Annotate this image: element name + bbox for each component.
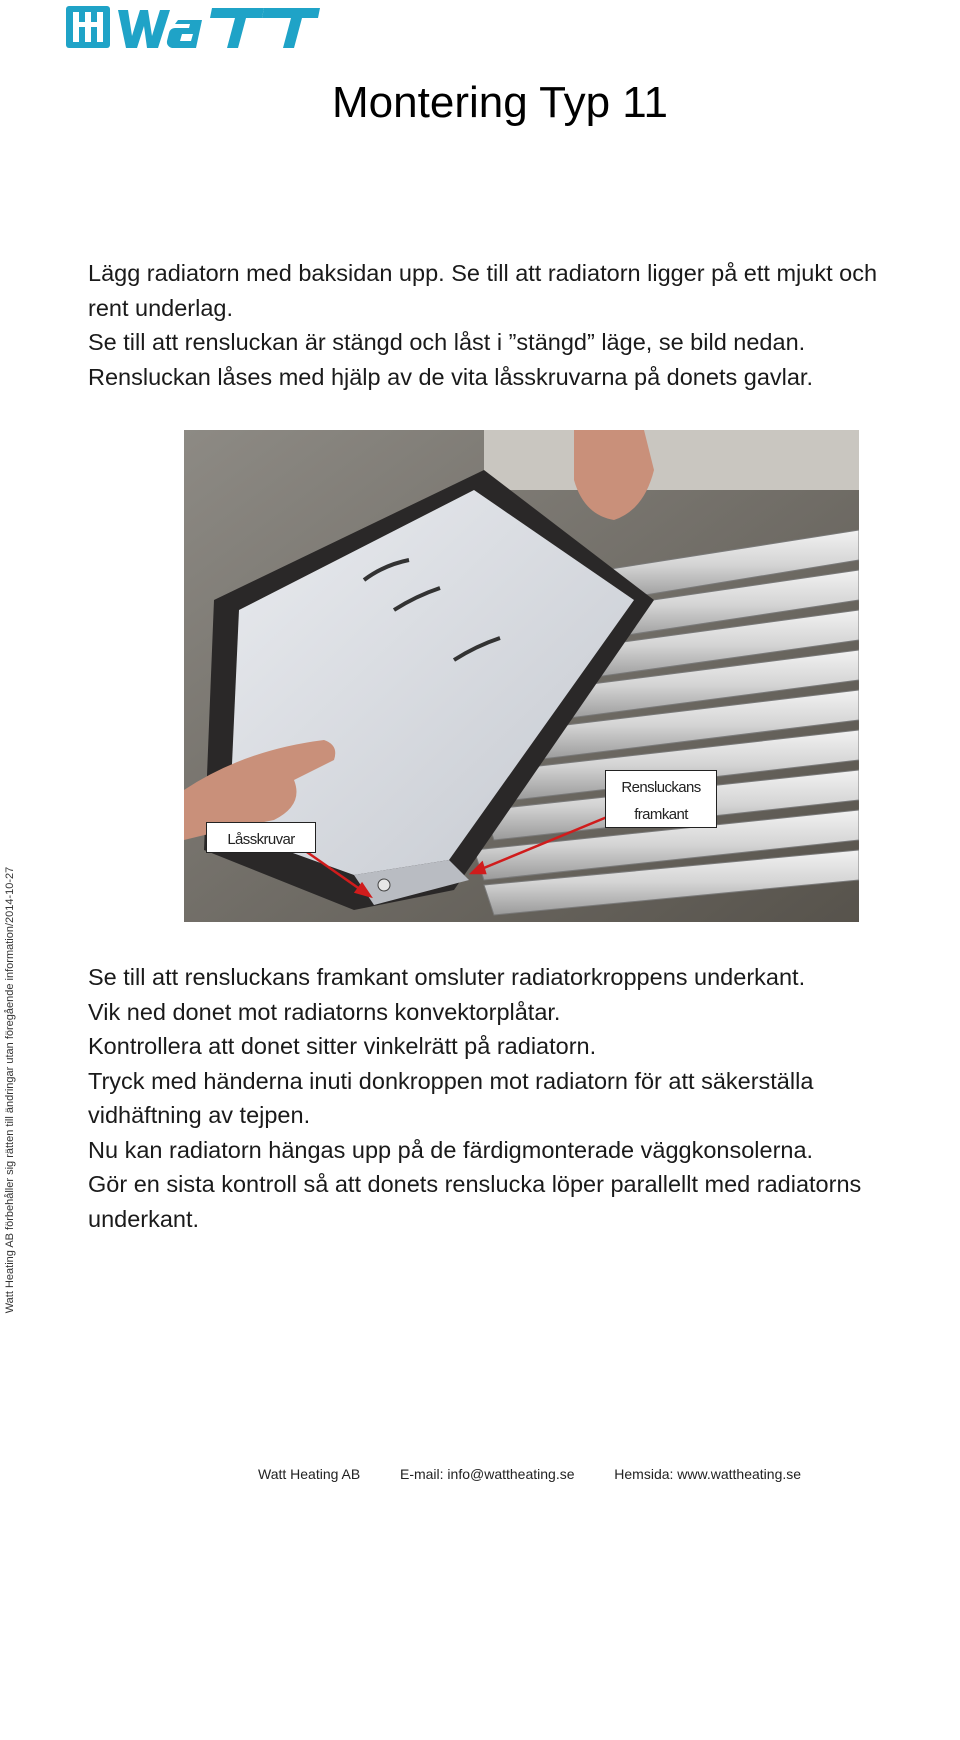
intro-line: Rensluckan låses med hjälp av de vita låsskruvarna på donets gavlar. bbox=[88, 363, 813, 390]
disclaimer-sidebar: Watt Heating AB förbehåller sig rätten till ändringar utan föregående information/2014-10-27 bbox=[4, 866, 16, 1314]
front-edge-label-line1: Rensluckans bbox=[621, 779, 701, 796]
footer-email: E-mail: info@wattheating.se bbox=[399, 1466, 575, 1482]
step-line: Kontrollera att donet sitter vinkelrätt på radiatorn. bbox=[88, 1033, 597, 1059]
step-line: Vik ned donet mot radiatorns konvektorplåtar. bbox=[88, 998, 561, 1025]
watt-logo bbox=[66, 2, 326, 52]
step-line: Tryck med händerna inuti donkroppen mot radiatorn för att säkerställa bbox=[88, 1067, 814, 1094]
page-footer bbox=[258, 1466, 801, 1482]
lock-screws-label: Låsskruvar bbox=[206, 822, 316, 853]
step-line: Nu kan radiatorn hängas upp på de färdigmonterade väggkonsolerna. bbox=[88, 1136, 814, 1163]
step-line: Gör en sista kontroll så att donets renslucka löper parallellt med radiatorns bbox=[88, 1171, 862, 1197]
step-line: vidhäftning av tejpen. bbox=[88, 1102, 311, 1128]
step-line: underkant. bbox=[88, 1205, 200, 1232]
intro-line: Lägg radiatorn med baksidan upp. Se till att radiatorn ligger på ett mjukt och bbox=[88, 260, 878, 286]
front-edge-label-line2: framkant bbox=[634, 806, 688, 823]
page-title: Montering Typ 11 bbox=[332, 78, 668, 127]
instruction-steps bbox=[88, 960, 960, 1236]
front-edge-label bbox=[605, 770, 717, 828]
intro-line: rent underlag. bbox=[88, 294, 234, 321]
step-line: Se till att rensluckans framkant omsluter radiatorkroppens underkant. bbox=[88, 964, 806, 990]
footer-company: Watt Heating AB bbox=[258, 1466, 361, 1482]
intro-line: Se till att rensluckan är stängd och låst i ”stängd” läge, se bild nedan. bbox=[88, 329, 806, 355]
intro-text bbox=[88, 256, 960, 394]
footer-website: Hemsida: www.wattheating.se bbox=[614, 1466, 802, 1482]
